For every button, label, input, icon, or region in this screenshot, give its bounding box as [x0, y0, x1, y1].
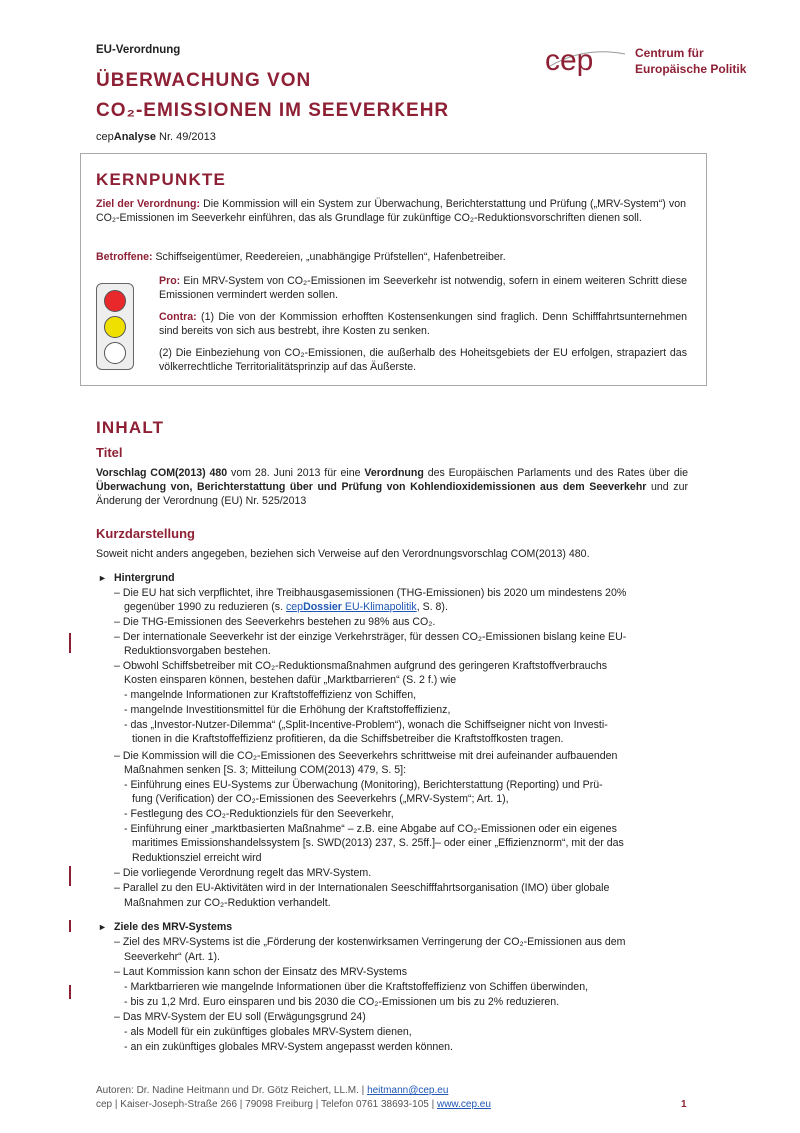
list-item: – Der internationale Seeverkehr ist der einzige Verkehrsträger, für dessen CO₂-Emissionen bislang keine EU- [114, 631, 627, 643]
contra-paragraph-1: Contra: (1) Die von der Kommission erhofften Kostensenkungen sind fraglich. Denn Schifffahrtsunternehmen sind bereits von sich aus bestrebt, ihre Kosten zu senken. [159, 311, 687, 337]
inhalt-heading: INHALT [96, 418, 165, 437]
list-item: - an ein zukünftiges globales MRV-System angepasst werden können. [124, 1041, 453, 1053]
ziel-paragraph: Ziel der Verordnung: Die Kommission will ein System zur Überwachung, Berichterstattung und Prüfung („MRV-System“) von CO₂-Emissionen im Seeverkehr einführen, das als Grundlage für zukünftige CO₂-Reduktionsvorschriften dienen soll. [96, 198, 686, 224]
list-item: – Parallel zu den EU-Aktivitäten wird in der Internationalen Seeschifffahrtsorganisation (IMO) über globale [114, 882, 610, 894]
list-item: Reduktionsvorgaben bestehen. [124, 645, 271, 657]
kernpunkte-heading: KERNPUNKTE [96, 170, 227, 189]
list-item: – Die vorliegende Verordnung regelt das MRV-System. [114, 867, 372, 879]
list-item: – Die Kommission will die CO₂-Emissionen des Seeverkehrs schrittweise mit drei aufeinander aufbauenden [114, 750, 618, 762]
white-light-icon [104, 342, 126, 364]
list-item: – Das MRV-System der EU soll (Erwägungsgrund 24) [114, 1011, 366, 1023]
bullet-arrow-icon: ► [98, 922, 107, 932]
red-light-icon [104, 290, 126, 312]
traffic-light-icon [96, 283, 134, 370]
pro-paragraph: Pro: Ein MRV-System von CO₂-Emissionen im Seeverkehr ist notwendig, sofern in einem weiteren Schritt diese Emissionen vermindert werden sollen. [159, 275, 687, 301]
document-type: EU-Verordnung [96, 44, 181, 56]
kurzdarstellung-heading: Kurzdarstellung [96, 526, 195, 541]
titel-heading: Titel [96, 445, 123, 460]
betroffene-paragraph: Betroffene: Schiffseigentümer, Reedereien, „unabhängige Prüfstellen“, Hafenbetreiber. [96, 251, 506, 263]
hintergrund-heading: Hintergrund [114, 572, 175, 584]
page-number: 1 [681, 1099, 687, 1110]
list-item: maritimes Emissionshandelssystem [s. SWD(2013) 237, S. 25ff.]– oder einer „Effizienznorm“, mit der das [132, 837, 624, 849]
list-item: - das „Investor-Nutzer-Dilemma“ („Split-Incentive-Problem“), wonach die Schiffseigner nicht von Investi- [124, 719, 608, 731]
list-item: - Einführung eines EU-Systems zur Überwachung (Monitoring), Berichterstattung (Reporting) und Prü- [124, 779, 603, 791]
yellow-light-icon [104, 316, 126, 338]
logo-mark: cep [545, 44, 594, 77]
change-marker [69, 633, 71, 653]
list-item: – Laut Kommission kann schon der Einsatz des MRV-Systems [114, 966, 408, 978]
list-item: Maßnahmen senken [S. 3; Mitteilung COM(2013) 479, S. 5]: [124, 764, 407, 776]
website-link[interactable]: www.cep.eu [436, 1099, 491, 1110]
list-item: Kosten einsparen können, bestehen dafür „Marktbarrieren“ (S. 2 f.) wie [124, 674, 457, 686]
list-item: – Ziel des MRV-Systems ist die „Förderung der kostenwirksamen Verringerung der CO₂-Emissionen aus dem [114, 936, 626, 948]
list-item: - mangelnde Investitionsmittel für die Erhöhung der Kraftstoffeffizienz, [124, 704, 451, 716]
change-marker [69, 985, 71, 999]
series-number: cepAnalyse Nr. 49/2013 [96, 131, 216, 143]
change-marker [69, 866, 71, 886]
list-item: - Einführung einer „marktbasierten Maßnahme“ – z.B. eine Abgabe auf CO₂-Emissionen oder ein eigenes [124, 823, 617, 835]
logo-text: Centrum für Europäische Politik [635, 46, 747, 76]
list-item: – Die EU hat sich verpflichtet, ihre Treibhausgasemissionen (THG-Emissionen) bis 2020 um mindestens 20% [114, 587, 627, 599]
page-title-line2: CO₂-EMISSIONEN IM SEEVERKEHR [96, 100, 450, 121]
list-item: Reduktionsziel erreicht wird [132, 852, 262, 864]
list-item: - Marktbarrieren wie mangelnde Informationen über die Kraftstoffeffizienz von Schiffen überwinden, [124, 981, 589, 993]
dossier-link[interactable]: cepDossier EU-Klimapolitik [285, 601, 417, 613]
list-item: gegenüber 1990 zu reduzieren (s. cepDossier EU-Klimapolitik, S. 8). [124, 601, 448, 613]
list-item: - bis zu 1,2 Mrd. Euro einsparen und bis 2030 die CO₂-Emissionen um bis zu 2% reduzieren. [124, 996, 560, 1008]
list-item: - als Modell für ein zukünftiges globales MRV-System dienen, [124, 1026, 412, 1038]
change-marker [69, 920, 71, 932]
kurzdarstellung-intro: Soweit nicht anders angegeben, beziehen sich Verweise auf den Verordnungsvorschlag COM(2013) 480. [96, 548, 590, 560]
page-title-line1: ÜBERWACHUNG VON [96, 70, 312, 91]
list-item: Seeverkehr“ (Art. 1). [124, 951, 220, 963]
footer-address: cep | Kaiser-Joseph-Straße 266 | 79098 Freiburg | Telefon 0761 38693-105 | www.cep.eu [96, 1099, 491, 1110]
email-link[interactable]: heitmann@cep.eu [367, 1085, 449, 1096]
bullet-arrow-icon: ► [98, 573, 107, 583]
ziele-heading: Ziele des MRV-Systems [114, 921, 233, 933]
footer-authors: Autoren: Dr. Nadine Heitmann und Dr. Götz Reichert, LL.M. | heitmann@cep.eu [96, 1085, 449, 1096]
contra-paragraph-2: (2) Die Einbeziehung von CO₂-Emissionen, die außerhalb des Hoheitsgebiets der EU erfolgen, strapaziert das völkerrechtliche Territorialitätsprinzip auf das Äußerste. [159, 347, 687, 373]
list-item: - mangelnde Informationen zur Kraftstoffeffizienz von Schiffen, [124, 689, 417, 701]
list-item: Maßnahmen zur CO₂-Reduktion verhandelt. [124, 897, 331, 909]
list-item: – Die THG-Emissionen des Seeverkehrs bestehen zu 98% aus CO₂. [114, 616, 436, 628]
list-item: - Festlegung des CO₂-Reduktionziels für den Seeverkehr, [124, 808, 394, 820]
list-item: fung (Verification) der CO₂-Emissionen des Seeverkehrs („MRV-System“; Art. 1), [132, 793, 509, 805]
list-item: – Obwohl Schiffsbetreiber mit CO₂-Reduktionsmaßnahmen aufgrund des geringeren Kraftstoffverbrauchs [114, 660, 608, 672]
list-item: tionen in die Kraftstoffeffizienz profitieren, da die Schiffsbetreiber die Kraftstoffkosten tragen. [132, 733, 564, 745]
titel-paragraph: Vorschlag COM(2013) 480 vom 28. Juni 2013 für eine Verordnung des Europäischen Parlaments und des Rates über die Überwachung von, Berichterstattung über und Prüfung von Kohlendioxidemissionen aus dem Seeverkehr und zur Änderung der Verordnung (EU) Nr. 525/2013 [96, 467, 689, 507]
